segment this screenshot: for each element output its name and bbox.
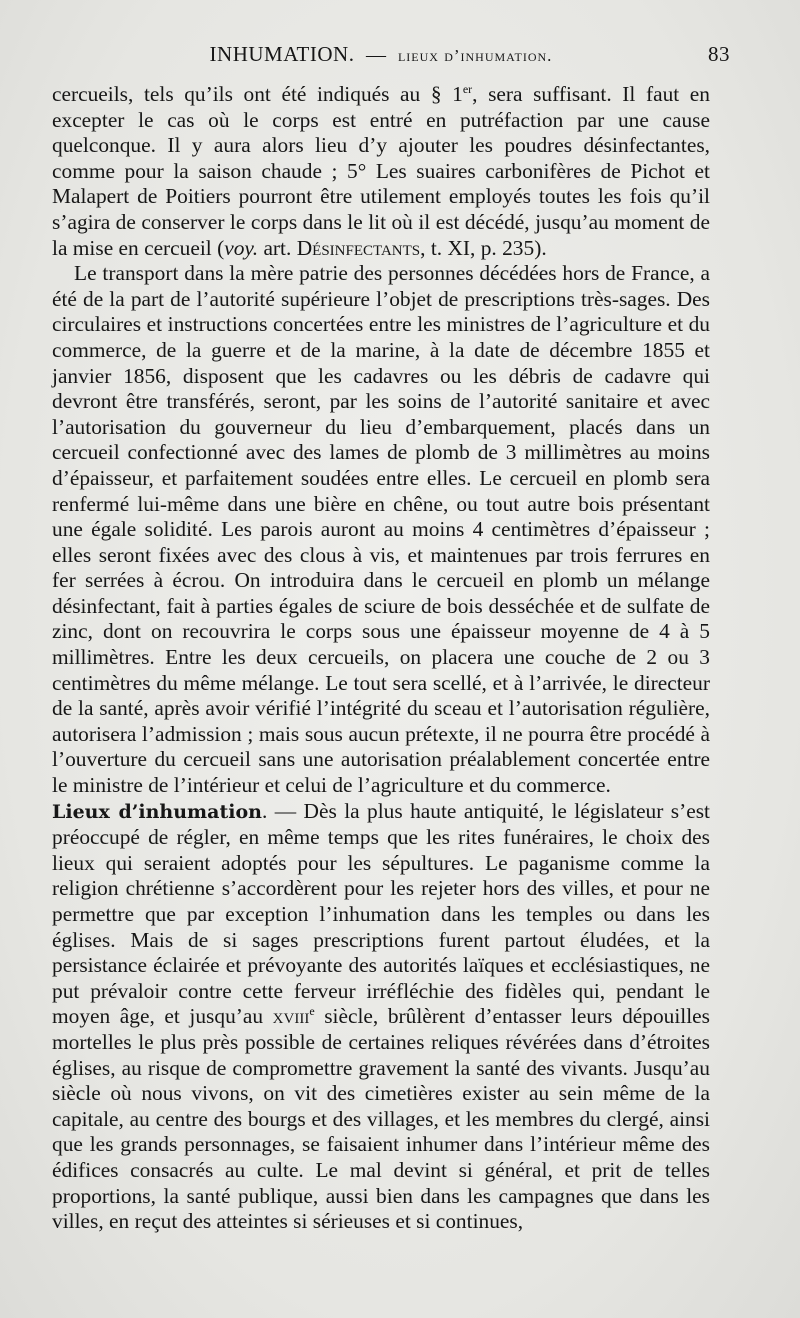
running-head [52, 42, 730, 82]
page-number: 83 [708, 42, 730, 66]
text-run: Le transport dans la mère patrie des personnes décédées hors de France, a été de la part de l’autorité supérieure l’objet de prescriptions très-sages. Des circulaires et instructions concertées entre les ministres de l’agriculture et du commerce, de la guerre et de la marine, à la date de décembre 1855 et janvier 1856, disposent que les cadavres ou les débris de cadavre qui devront être transférés, seront, par les soins de l’autorité sanitaire et avec l’autorisation du gouverneur du lieu d’embarquement, placés dans un cercueil confectionné avec des lames de plomb de 3 millimètres au moins d’épaisseur, et parfaitement soudées entre elles. Le cercueil en plomb sera renfermé lui-même dans une bière en chêne, ou tout autre bois présentant une égale solidité. Les parois auront au moins 4 centimètres d’épaisseur ; elles seront fixées avec des clous à vis, et maintenues par trois ferrures en fer serrées à écrou. On introduira dans le cercueil en plomb un mélange désinfectant, fait à parties égales de sciure de bois desséchée et de sulfate de zinc, dont on recouvrira le corps sous une épaisseur moyenne de 4 à 5 millimètres. Entre les deux cercueils, on placera une couche de 2 ou 3 centimètres du même mélange. Le tout sera scellé, et à l’arrivée, le directeur de la santé, après avoir vérifié l’intégrité du sceau et l’autorisation régulière, autorisera l’admission ; mais sous aucun prétexte, il ne pourra être procédé à l’ouverture du cercueil sans une autorisation préalablement concertée entre le ministre de l’intérieur et celui de l’agriculture et du commerce. [52, 261, 710, 798]
text-run: cercueils, tels qu’ils ont été indiqués au § 1 [52, 82, 463, 106]
text-run: , t. XI, p. 235). [420, 235, 547, 260]
text-run: siècle, brûlèrent d’entasser leurs dépouilles mortelles le plus près possible de certaines reliques révérées dans d’étroites églises, au risque de compromettre gravement la santé des vivants. Jusqu’au siècle où nous vivons, on vit des cimetières exister au sein même de la capitale, au centre des bourgs et des villages, et les membres du clergé, ainsi que les grands personnages, se faisaient inhumer dans l’intérieur même des édifices consacrés au culte. Le mal devint si général, et prit de telles proportions, la santé publique, aussi bien dans les campagnes que dans les villes, en reçut des atteintes si sérieuses et si continues, [52, 1004, 711, 1234]
body-text [52, 82, 710, 1235]
superscript: e [309, 1004, 315, 1019]
small-caps-text: xviii [272, 1004, 310, 1029]
paragraph [52, 799, 710, 1235]
running-head-subtitle: lieux d’inhumation. [397, 46, 553, 65]
italic-text: voy. [224, 235, 259, 260]
text-run: , sera suffisant. Il faut en excepter le cas où le corps est entré en putréfaction par une cause quelconque. Il y aura alors lieu d’y ajouter les poudres désinfectantes, comme pour la saison chaude ; 5° Les suaires carbonifères de Pichot et Malapert de Poitiers pourront être utilement employés toutes les fois qu’il s’agira de conserver le corps dans le lit où il est décédé, jusqu’au moment de la mise en cercueil ( [52, 82, 710, 260]
section-heading: Lieux d’inhumation [52, 800, 262, 823]
paragraph [52, 261, 710, 798]
running-head-title: INHUMATION. [209, 42, 355, 66]
small-caps-text: Désinfectants [296, 235, 421, 260]
superscript: er [462, 81, 473, 96]
text-run: art. [258, 235, 297, 260]
text-run: . — Dès la plus haute antiquité, le législateur s’est préoccupé de régler, en même temps que les rites funéraires, le choix des lieux qui seraient adoptés pour les sépultures. Le paganisme comme la religion chrétienne s’accordèrent pour les rejeter hors des villes, et pour ne permettre que par exception l’inhumation dans les temples ou dans les églises. Mais de si sages prescriptions furent partout éludées, et la persistance éclairée et prévoyante des autorités laïques et ecclésiastiques, ne put prévaloir contre cette ferveur irréfléchie des fidèles qui, pendant le moyen âge, et jusqu’au [52, 798, 710, 1029]
running-head-separator: — [365, 44, 387, 66]
paragraph [52, 82, 710, 261]
